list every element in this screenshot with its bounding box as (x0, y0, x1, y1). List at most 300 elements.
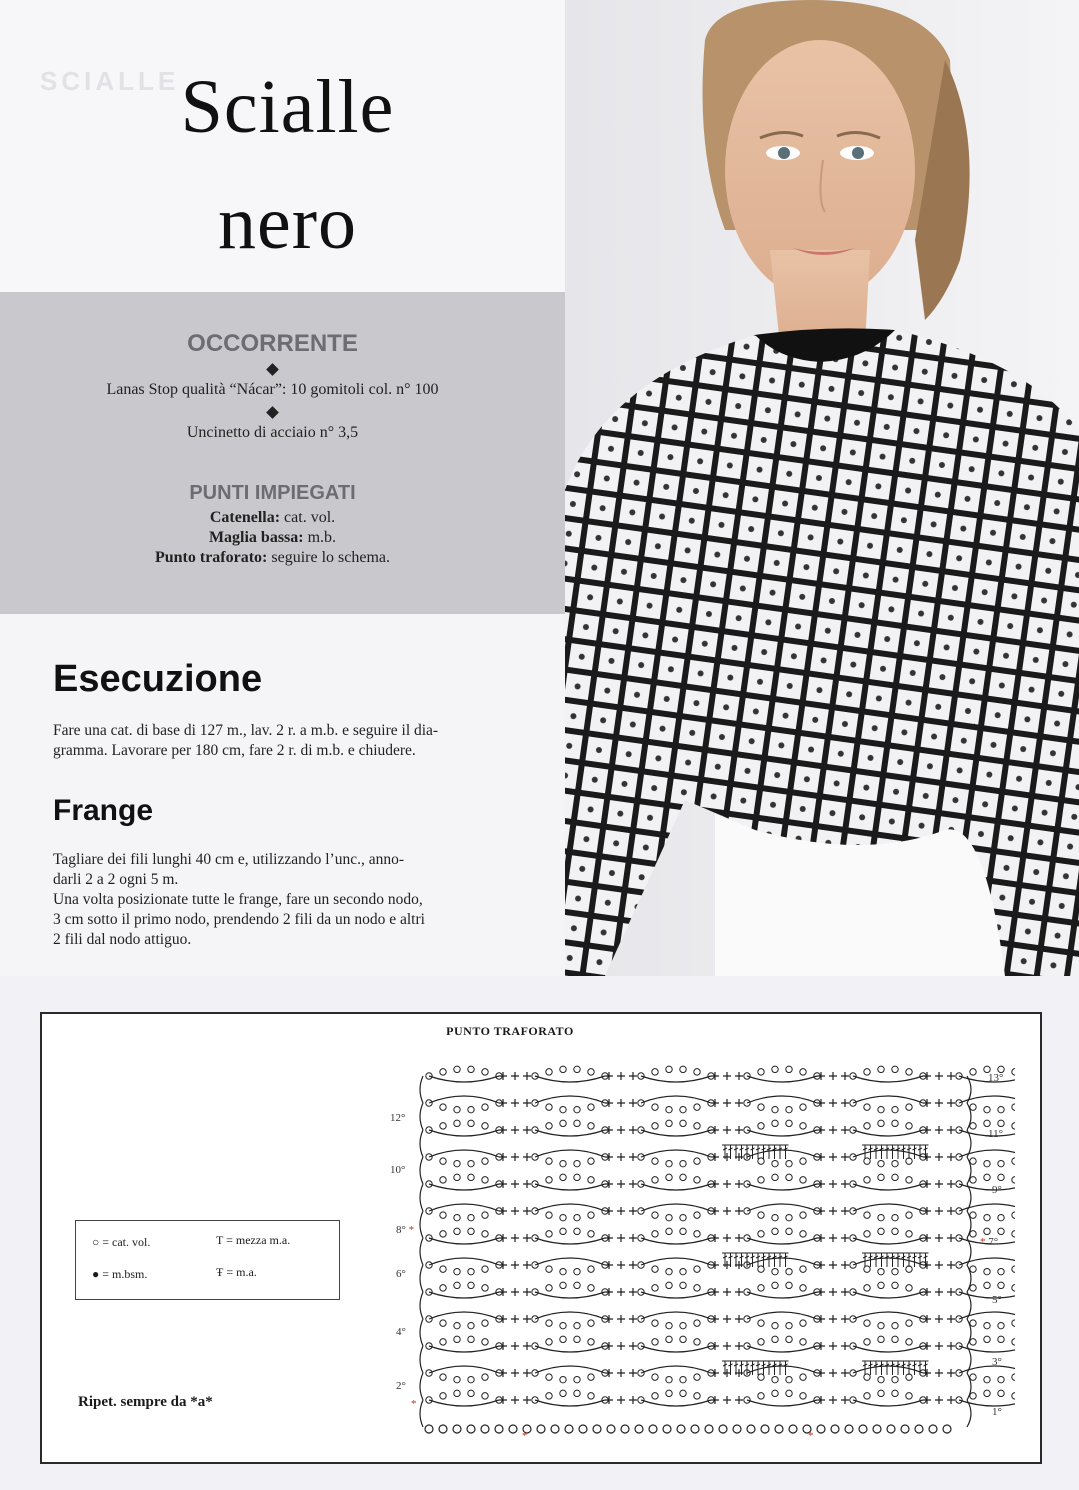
chain-loop (853, 1150, 923, 1157)
chain-stitch (892, 1268, 898, 1274)
single-crochet-stitch (523, 1180, 531, 1188)
chain-stitch (887, 1425, 895, 1433)
single-crochet-stitch (935, 1180, 943, 1188)
row-label: 13° (988, 1072, 1004, 1084)
chain-stitch (998, 1376, 1004, 1382)
double-crochet-stitch (772, 1361, 778, 1375)
chain-stitch (652, 1212, 658, 1218)
chain-stitch (845, 1425, 853, 1433)
single-crochet-stitch (829, 1261, 837, 1269)
chain-loop (641, 1184, 711, 1190)
chain-stitch (1012, 1285, 1015, 1291)
chain-stitch (440, 1123, 446, 1129)
single-crochet-stitch (511, 1261, 519, 1269)
chain-loop (853, 1096, 923, 1103)
chain-stitch (574, 1066, 580, 1072)
chain-stitch (546, 1123, 552, 1129)
single-crochet-stitch (723, 1072, 731, 1080)
single-crochet-stitch (629, 1234, 637, 1242)
chain-stitch (878, 1268, 884, 1274)
chain-stitch (482, 1266, 488, 1272)
legend-item: T = mezza m.a. (216, 1233, 291, 1247)
chain-stitch (468, 1160, 474, 1166)
chain-stitch (680, 1390, 686, 1396)
chain-stitch (454, 1120, 460, 1126)
single-crochet-stitch (511, 1180, 519, 1188)
single-crochet-stitch (523, 1072, 531, 1080)
double-crochet-stitch (783, 1361, 789, 1375)
single-crochet-stitch (935, 1261, 943, 1269)
chain-loop (641, 1312, 711, 1319)
chain-stitch (680, 1268, 686, 1274)
materials-box (0, 292, 565, 614)
occorrente-item: Lanas Stop qualità “Nácar”: 10 gomitoli col. n° 100 (106, 381, 439, 398)
chain-stitch (1012, 1393, 1015, 1399)
chain-stitch (970, 1285, 976, 1291)
chain-stitch (560, 1322, 566, 1328)
single-crochet-stitch (947, 1288, 955, 1296)
chain-stitch (468, 1106, 474, 1112)
single-crochet-stitch (629, 1315, 637, 1323)
double-crochet-stitch (912, 1253, 918, 1267)
chain-stitch (652, 1285, 658, 1291)
chain-loop (429, 1130, 499, 1136)
chain-stitch (663, 1425, 671, 1433)
chain-stitch (772, 1214, 778, 1220)
single-crochet-stitch (511, 1099, 519, 1107)
single-crochet-stitch (829, 1396, 837, 1404)
chain-loop (641, 1096, 711, 1103)
chain-stitch (560, 1268, 566, 1274)
chain-loop (641, 1258, 711, 1265)
chain-stitch (482, 1320, 488, 1326)
turning-chain (420, 1292, 423, 1319)
chain-stitch (468, 1174, 474, 1180)
chain-stitch (482, 1285, 488, 1291)
double-crochet-stitch (890, 1361, 896, 1375)
chain-stitch (864, 1320, 870, 1326)
chain-stitch (864, 1104, 870, 1110)
chain-stitch (546, 1339, 552, 1345)
chain-stitch (892, 1322, 898, 1328)
chain-stitch (666, 1376, 672, 1382)
chain-stitch (998, 1228, 1004, 1234)
chain-stitch (574, 1336, 580, 1342)
chain-loop (535, 1258, 605, 1265)
chain-stitch (482, 1212, 488, 1218)
chain-stitch (892, 1160, 898, 1166)
chain-stitch (984, 1120, 990, 1126)
chain-loop (641, 1238, 711, 1244)
chain-stitch (574, 1214, 580, 1220)
single-crochet-stitch (723, 1342, 731, 1350)
single-crochet-stitch (947, 1072, 955, 1080)
row-label: 3° (992, 1356, 1002, 1368)
chain-stitch (468, 1268, 474, 1274)
chain-stitch (758, 1123, 764, 1129)
chain-stitch (440, 1393, 446, 1399)
turning-chain (420, 1076, 423, 1103)
title-line-1: Scialle (180, 65, 395, 149)
chain-stitch (970, 1266, 976, 1272)
chain-stitch (998, 1106, 1004, 1112)
chain-stitch (546, 1069, 552, 1075)
turning-chain (967, 1103, 971, 1130)
chain-stitch (864, 1339, 870, 1345)
chain-stitch (560, 1228, 566, 1234)
chain-loop (747, 1346, 817, 1352)
single-crochet-stitch (723, 1180, 731, 1188)
single-crochet-stitch (617, 1261, 625, 1269)
chain-stitch (892, 1120, 898, 1126)
single-crochet-stitch (735, 1126, 743, 1134)
turning-chain (420, 1400, 423, 1427)
chain-stitch (694, 1104, 700, 1110)
chain-stitch (694, 1266, 700, 1272)
turning-chain (420, 1319, 423, 1346)
legend-item: ● = m.bsm. (92, 1267, 148, 1281)
single-crochet-stitch (735, 1207, 743, 1215)
single-crochet-stitch (629, 1180, 637, 1188)
chain-stitch (652, 1266, 658, 1272)
chain-stitch (546, 1158, 552, 1164)
double-crochet-stitch (912, 1361, 918, 1375)
double-crochet-stitch (912, 1145, 918, 1159)
single-crochet-stitch (511, 1234, 519, 1242)
single-crochet-stitch (523, 1099, 531, 1107)
chain-stitch (873, 1425, 881, 1433)
chain-stitch (1012, 1266, 1015, 1272)
chain-loop (535, 1076, 605, 1082)
chain-stitch (998, 1120, 1004, 1126)
chain-loop (429, 1204, 499, 1211)
chain-stitch (440, 1339, 446, 1345)
single-crochet-stitch (511, 1153, 519, 1161)
single-crochet-stitch (829, 1099, 837, 1107)
chain-stitch (588, 1104, 594, 1110)
chain-stitch (970, 1374, 976, 1380)
single-crochet-stitch (829, 1153, 837, 1161)
single-crochet-stitch (829, 1072, 837, 1080)
chain-stitch (915, 1425, 923, 1433)
chain-stitch (666, 1228, 672, 1234)
single-crochet-stitch (723, 1261, 731, 1269)
single-crochet-stitch (617, 1207, 625, 1215)
chain-stitch (546, 1104, 552, 1110)
single-crochet-stitch (723, 1369, 731, 1377)
text-line: darli 2 a 2 ogni 5 m. (53, 871, 179, 888)
chain-stitch (574, 1282, 580, 1288)
single-crochet-stitch (629, 1369, 637, 1377)
chain-loop (853, 1400, 923, 1406)
chain-stitch (694, 1320, 700, 1326)
chain-stitch (970, 1320, 976, 1326)
chain-stitch (574, 1120, 580, 1126)
chain-stitch (1012, 1231, 1015, 1237)
title-area (0, 0, 565, 292)
chain-stitch (680, 1066, 686, 1072)
single-crochet-stitch (617, 1153, 625, 1161)
chain-stitch (772, 1268, 778, 1274)
chain-stitch (800, 1123, 806, 1129)
double-crochet-stitch (766, 1361, 772, 1375)
chain-stitch (454, 1376, 460, 1382)
chain-stitch (677, 1425, 685, 1433)
chain-loop (535, 1292, 605, 1298)
single-crochet-stitch (841, 1126, 849, 1134)
chain-loop (535, 1096, 605, 1103)
chain-stitch (906, 1320, 912, 1326)
chain-stitch (468, 1120, 474, 1126)
chain-stitch (680, 1106, 686, 1112)
chain-stitch (998, 1268, 1004, 1274)
chain-stitch (864, 1123, 870, 1129)
chain-stitch (574, 1322, 580, 1328)
chain-stitch (652, 1123, 658, 1129)
chain-stitch (747, 1425, 755, 1433)
chain-stitch (878, 1376, 884, 1382)
chain-stitch (440, 1158, 446, 1164)
single-crochet-stitch (947, 1315, 955, 1323)
single-crochet-stitch (947, 1234, 955, 1242)
double-crochet-stitch (772, 1253, 778, 1267)
chain-stitch (652, 1104, 658, 1110)
chain-stitch (666, 1214, 672, 1220)
chain-loop (535, 1184, 605, 1190)
chain-loop (429, 1076, 499, 1082)
double-crochet-stitch (766, 1253, 772, 1267)
chain-stitch (652, 1231, 658, 1237)
double-crochet-stitch (895, 1361, 901, 1375)
single-crochet-stitch (523, 1315, 531, 1323)
chain-loop (641, 1150, 711, 1157)
chain-stitch (593, 1425, 601, 1433)
row-label: 6° (396, 1268, 406, 1280)
double-crochet-stitch (777, 1361, 783, 1375)
chain-stitch (1012, 1158, 1015, 1164)
chain-stitch (574, 1174, 580, 1180)
single-crochet-stitch (617, 1288, 625, 1296)
double-crochet-stitch (777, 1145, 783, 1159)
double-crochet-stitch (884, 1361, 890, 1375)
double-crochet-stitch (744, 1361, 750, 1375)
double-crochet-stitch (890, 1145, 896, 1159)
chain-loop (429, 1400, 499, 1406)
chain-stitch (468, 1066, 474, 1072)
single-crochet-stitch (829, 1126, 837, 1134)
double-crochet-stitch (744, 1145, 750, 1159)
chain-stitch (652, 1177, 658, 1183)
chain-stitch (666, 1066, 672, 1072)
chain-loop (429, 1366, 499, 1373)
chain-stitch (970, 1104, 976, 1110)
chain-stitch (864, 1212, 870, 1218)
single-crochet-stitch (523, 1342, 531, 1350)
single-crochet-stitch (723, 1207, 731, 1215)
double-crochet-stitch (895, 1253, 901, 1267)
chain-loop (853, 1076, 923, 1082)
chain-stitch (984, 1268, 990, 1274)
chain-stitch (998, 1336, 1004, 1342)
single-crochet-stitch (935, 1342, 943, 1350)
chain-stitch (758, 1212, 764, 1218)
chain-stitch (680, 1120, 686, 1126)
double-crochet-stitch (890, 1253, 896, 1267)
chain-stitch (906, 1285, 912, 1291)
chain-stitch (666, 1268, 672, 1274)
chain-stitch (482, 1177, 488, 1183)
single-crochet-stitch (723, 1315, 731, 1323)
chain-stitch (560, 1174, 566, 1180)
single-crochet-stitch (511, 1288, 519, 1296)
chain-stitch (635, 1425, 643, 1433)
chain-stitch (1012, 1212, 1015, 1218)
chain-stitch (574, 1390, 580, 1396)
single-crochet-stitch (511, 1207, 519, 1215)
chain-loop (747, 1238, 817, 1244)
chain-stitch (878, 1106, 884, 1112)
chain-stitch (574, 1376, 580, 1382)
punti-item: Catenella: cat. vol. (209, 509, 336, 526)
chain-stitch (864, 1393, 870, 1399)
chain-stitch (546, 1320, 552, 1326)
single-crochet-stitch (735, 1288, 743, 1296)
chain-stitch (652, 1374, 658, 1380)
chain-stitch (652, 1158, 658, 1164)
chain-stitch (454, 1390, 460, 1396)
row-label-8: 8° * (396, 1224, 415, 1236)
single-crochet-stitch (935, 1207, 943, 1215)
single-crochet-stitch (947, 1396, 955, 1404)
chain-loop (535, 1312, 605, 1319)
single-crochet-stitch (935, 1396, 943, 1404)
double-crochet-stitch (879, 1253, 885, 1267)
single-crochet-stitch (523, 1234, 531, 1242)
single-crochet-stitch (829, 1315, 837, 1323)
chain-stitch (984, 1336, 990, 1342)
text-line: 2 fili dal nodo attiguo. (53, 931, 192, 948)
chain-stitch (984, 1106, 990, 1112)
single-crochet-stitch (617, 1126, 625, 1134)
chain-stitch (906, 1339, 912, 1345)
chain-stitch (574, 1106, 580, 1112)
chain-stitch (970, 1158, 976, 1164)
chain-loop (853, 1312, 923, 1319)
chain-stitch (800, 1069, 806, 1075)
chain-stitch (906, 1231, 912, 1237)
chain-stitch (1012, 1177, 1015, 1183)
single-crochet-stitch (829, 1369, 837, 1377)
chain-stitch (546, 1212, 552, 1218)
chain-stitch (786, 1322, 792, 1328)
chain-loop (535, 1400, 605, 1406)
single-crochet-stitch (523, 1396, 531, 1404)
chain-stitch (560, 1376, 566, 1382)
chain-stitch (680, 1228, 686, 1234)
chain-stitch (878, 1322, 884, 1328)
chain-stitch (800, 1266, 806, 1272)
chain-stitch (878, 1336, 884, 1342)
chain-loop (535, 1346, 605, 1352)
chain-stitch (998, 1322, 1004, 1328)
chain-stitch (588, 1158, 594, 1164)
chain-stitch (984, 1322, 990, 1328)
chain-stitch (1012, 1374, 1015, 1380)
chain-loop (747, 1096, 817, 1103)
single-crochet-stitch (511, 1126, 519, 1134)
turning-chain (420, 1130, 423, 1157)
double-crochet-stitch (783, 1145, 789, 1159)
single-crochet-stitch (829, 1342, 837, 1350)
chain-stitch (998, 1174, 1004, 1180)
chain-stitch (546, 1393, 552, 1399)
chain-stitch (694, 1069, 700, 1075)
double-crochet-stitch (873, 1145, 879, 1159)
row-label: 1° (992, 1406, 1002, 1418)
chain-stitch (970, 1177, 976, 1183)
chain-stitch (440, 1266, 446, 1272)
chain-stitch (546, 1177, 552, 1183)
chain-stitch (694, 1393, 700, 1399)
chain-stitch (440, 1212, 446, 1218)
chain-loop (641, 1292, 711, 1298)
chain-loop (747, 1130, 817, 1136)
chain-stitch (588, 1177, 594, 1183)
single-crochet-stitch (735, 1315, 743, 1323)
row-label: 9° (992, 1184, 1002, 1196)
chain-stitch (588, 1212, 594, 1218)
single-crochet-stitch (511, 1369, 519, 1377)
chain-stitch (454, 1160, 460, 1166)
chain-loop (535, 1150, 605, 1157)
chain-stitch (666, 1174, 672, 1180)
chain-stitch (694, 1177, 700, 1183)
chain-loop (641, 1346, 711, 1352)
chain-stitch (761, 1425, 769, 1433)
chain-stitch (970, 1393, 976, 1399)
chain-loop (853, 1204, 923, 1211)
chain-stitch (800, 1104, 806, 1110)
chain-stitch (440, 1104, 446, 1110)
single-crochet-stitch (841, 1207, 849, 1215)
chain-stitch (454, 1174, 460, 1180)
chain-stitch (588, 1285, 594, 1291)
single-crochet-stitch (617, 1342, 625, 1350)
chain-stitch (560, 1160, 566, 1166)
double-crochet-stitch (895, 1145, 901, 1159)
punti-heading: PUNTI IMPIEGATI (189, 482, 356, 504)
star-mark: * (411, 1398, 417, 1410)
chain-stitch (817, 1425, 825, 1433)
chain-loop (747, 1204, 817, 1211)
single-crochet-stitch (735, 1099, 743, 1107)
chain-stitch (800, 1158, 806, 1164)
chain-loop (429, 1292, 499, 1298)
single-crochet-stitch (841, 1369, 849, 1377)
single-crochet-stitch (829, 1180, 837, 1188)
single-crochet-stitch (841, 1288, 849, 1296)
chain-stitch (786, 1066, 792, 1072)
chain-loop (535, 1238, 605, 1244)
chain-stitch (649, 1425, 657, 1433)
chain-stitch (758, 1231, 764, 1237)
chain-stitch (607, 1425, 615, 1433)
chain-stitch (786, 1390, 792, 1396)
chain-loop (429, 1238, 499, 1244)
chain-stitch (970, 1069, 976, 1075)
chain-loop (641, 1130, 711, 1136)
chain-stitch (467, 1425, 475, 1433)
